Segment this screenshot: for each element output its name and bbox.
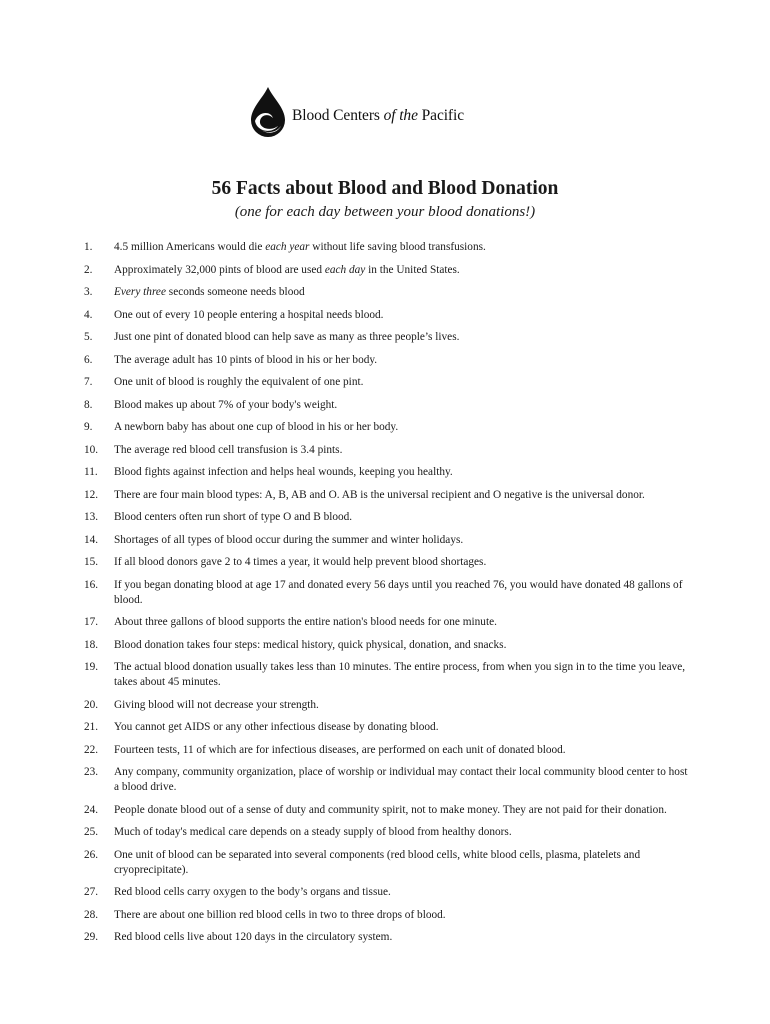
brand-name [292, 107, 464, 125]
fact-number: 12. [84, 488, 99, 501]
facts-list [84, 240, 694, 953]
logo [248, 86, 464, 138]
fact-number: 21. [84, 721, 99, 733]
fact-number: 7. [84, 376, 93, 388]
list-item [84, 885, 694, 900]
list-item [84, 510, 694, 525]
fact-number: 14. [84, 533, 99, 546]
fact-text: There are four main blood types: A, B, AB and O. AB is the universal recipient and O negative is the universal donor. [114, 488, 645, 501]
list-item [84, 285, 694, 300]
fact-number: 3. [84, 286, 93, 298]
fact-text: Any company, community organization, place of worship or individual may contact their local community blood center to host a blood drive. [114, 766, 688, 793]
fact-number: 20. [84, 698, 99, 711]
fact-number: 16. [84, 578, 99, 591]
fact-number: 13. [84, 511, 99, 523]
list-item [84, 930, 694, 945]
fact-text: Blood centers often run short of type O and B blood. [114, 511, 353, 523]
fact-text: The average adult has 10 pints of blood in his or her body. [114, 353, 378, 366]
fact-text: You cannot get AIDS or any other infectious disease by donating blood. [114, 721, 439, 733]
fact-number: 9. [84, 421, 93, 433]
list-item [84, 615, 694, 630]
page-title: 56 Facts about Blood and Blood Donation [211, 178, 559, 199]
fact-text: Shortages of all types of blood occur during the summer and winter holidays. [114, 533, 464, 546]
fact-text-part: without life saving blood transfusions. [309, 241, 486, 253]
fact-number: 27. [84, 886, 99, 898]
fact-number: 26. [84, 848, 99, 861]
fact-emphasis: each year [265, 241, 310, 253]
list-item [84, 398, 694, 413]
fact-text: People donate blood out of a sense of duty and community spirit, not to make money. They are not paid for their donation. [114, 803, 667, 816]
fact-number: 15. [84, 556, 99, 568]
fact-text-part: seconds someone needs blood [165, 286, 305, 298]
list-item [84, 720, 694, 735]
fact-number: 2. [84, 263, 93, 276]
list-item [84, 848, 694, 878]
fact-text: Red blood cells live about 120 days in the circulatory system. [114, 931, 393, 943]
fact-number: 8. [84, 398, 93, 411]
list-item [84, 465, 694, 480]
fact-number: 22. [84, 743, 99, 756]
list-item [84, 330, 694, 345]
brand-name-part3: Pacific [417, 107, 464, 124]
fact-text: There are about one billion red blood cells in two to three drops of blood. [114, 908, 446, 921]
list-item [84, 908, 694, 923]
fact-text: Giving blood will not decrease your strength. [114, 698, 319, 711]
fact-text: Blood makes up about 7% of your body's weight. [114, 398, 338, 411]
list-item [84, 240, 694, 255]
fact-number: 19. [84, 661, 99, 673]
brand-name-part2: of the [383, 107, 418, 124]
fact-text: A newborn baby has about one cup of blood in his or her body. [114, 421, 399, 433]
fact-number: 17. [84, 616, 99, 628]
fact-text: Blood donation takes four steps: medical history, quick physical, donation, and snacks. [114, 638, 507, 651]
fact-number: 18. [84, 638, 99, 651]
fact-text: If all blood donors gave 2 to 4 times a year, it would help prevent blood shortages. [114, 556, 487, 568]
fact-text [114, 241, 486, 253]
list-item [84, 488, 694, 503]
fact-emphasis: each day [324, 263, 366, 276]
list-item [84, 533, 694, 548]
list-item [84, 375, 694, 390]
fact-text: One out of every 10 people entering a hospital needs blood. [114, 308, 384, 321]
fact-text: Blood fights against infection and helps heal wounds, keeping you healthy. [114, 466, 453, 478]
list-item [84, 698, 694, 713]
page-subtitle: (one for each day between your blood donations!) [234, 204, 536, 220]
fact-text: Fourteen tests, 11 of which are for infectious diseases, are performed on each unit of donated blood. [114, 743, 566, 756]
fact-text-part: 4.5 million Americans would die [114, 241, 266, 253]
fact-text-part: in the United States. [365, 263, 460, 276]
fact-text: Red blood cells carry oxygen to the body’s organs and tissue. [114, 886, 391, 898]
fact-number: 4. [84, 308, 93, 321]
fact-number: 5. [84, 331, 93, 343]
fact-number: 10. [84, 443, 99, 456]
list-item [84, 825, 694, 840]
fact-text [114, 286, 305, 298]
list-item [84, 555, 694, 570]
list-item [84, 743, 694, 758]
fact-number: 23. [84, 766, 99, 778]
fact-number: 6. [84, 353, 93, 366]
list-item [84, 765, 694, 795]
fact-text: One unit of blood is roughly the equivalent of one pint. [114, 376, 364, 388]
fact-number: 29. [84, 931, 99, 943]
list-item [84, 308, 694, 323]
blood-drop-wave-icon [248, 86, 288, 138]
fact-text [114, 264, 460, 276]
fact-text: Much of today's medical care depends on a steady supply of blood from healthy donors. [114, 826, 512, 838]
fact-text-part: Approximately 32,000 pints of blood are used [114, 263, 325, 276]
list-item [84, 578, 694, 608]
fact-text: The actual blood donation usually takes less than 10 minutes. The entire process, from when you sign in to the time you leave, takes about 45 minutes. [114, 661, 686, 688]
list-item [84, 660, 694, 690]
brand-name-part1: Blood Centers [292, 107, 384, 124]
fact-text: One unit of blood can be separated into several components (red blood cells, white blood cells, plasma, platelets and cryoprecipitate). [114, 848, 641, 876]
fact-number: 28. [84, 908, 99, 921]
fact-text: If you began donating blood at age 17 and donated every 56 days until you reached 76, you would have donated 48 gallons of blood. [114, 578, 683, 606]
list-item [84, 420, 694, 435]
list-item [84, 638, 694, 653]
list-item [84, 263, 694, 278]
fact-number: 24. [84, 803, 99, 816]
fact-number: 25. [84, 826, 99, 838]
list-item [84, 443, 694, 458]
fact-text: About three gallons of blood supports the entire nation's blood needs for one minute. [114, 616, 497, 628]
fact-text: Just one pint of donated blood can help save as many as three people’s lives. [114, 331, 460, 343]
fact-text: The average red blood cell transfusion is 3.4 pints. [114, 443, 343, 456]
fact-number: 11. [84, 466, 98, 478]
fact-number: 1. [84, 241, 93, 253]
list-item [84, 803, 694, 818]
list-item [84, 353, 694, 368]
fact-emphasis: Every three [114, 286, 166, 298]
